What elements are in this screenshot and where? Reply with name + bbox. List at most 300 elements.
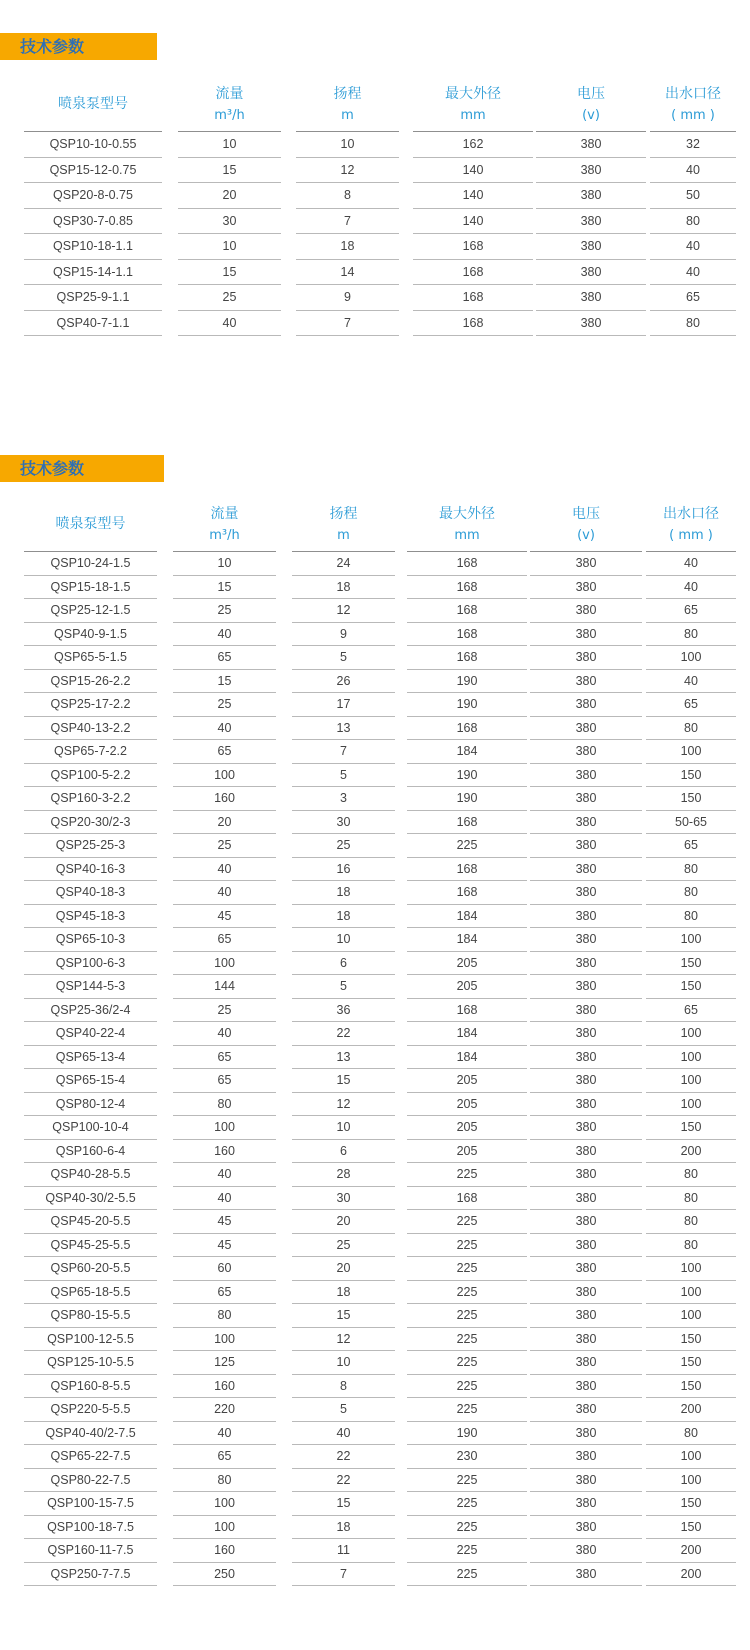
cell-head: 10 <box>292 1351 395 1375</box>
cell-flow: 25 <box>173 693 276 717</box>
table-row <box>0 1046 750 1070</box>
cell-flow: 40 <box>173 1187 276 1211</box>
cell-head: 22 <box>292 1469 395 1493</box>
table-row <box>0 1351 750 1375</box>
cell-voltage: 380 <box>530 599 642 623</box>
cell-model: QSP65-5-1.5 <box>24 646 157 670</box>
cell-voltage: 380 <box>530 1516 642 1540</box>
cell-max-diameter: 168 <box>407 717 527 741</box>
cell-flow: 15 <box>173 670 276 694</box>
cell-head: 25 <box>292 834 395 858</box>
cell-voltage: 380 <box>530 576 642 600</box>
column-header-label: 电压 <box>572 505 600 522</box>
cell-max-diameter: 190 <box>407 787 527 811</box>
cell-flow: 160 <box>173 1140 276 1164</box>
cell-max-diameter: 225 <box>407 1563 527 1587</box>
cell-flow: 40 <box>173 1022 276 1046</box>
column-header-head <box>296 78 399 132</box>
cell-model: QSP220-5-5.5 <box>24 1398 157 1422</box>
cell-max-diameter: 184 <box>407 1022 527 1046</box>
table-row <box>0 552 750 576</box>
table-row <box>0 183 750 209</box>
cell-outlet-diameter: 80 <box>646 881 736 905</box>
spec-table-2 <box>0 498 750 1586</box>
cell-voltage: 380 <box>530 1304 642 1328</box>
cell-head: 15 <box>292 1069 395 1093</box>
cell-max-diameter: 168 <box>407 811 527 835</box>
cell-voltage: 380 <box>530 811 642 835</box>
column-header-label: 出水口径 <box>665 85 721 102</box>
cell-head: 15 <box>292 1492 395 1516</box>
cell-outlet-diameter: 80 <box>646 1210 736 1234</box>
column-header-unit: ( mm ) <box>671 107 715 123</box>
table-row <box>0 623 750 647</box>
table-row <box>0 1563 750 1587</box>
cell-max-diameter: 225 <box>407 1328 527 1352</box>
cell-max-diameter: 205 <box>407 1140 527 1164</box>
cell-outlet-diameter: 40 <box>650 234 736 260</box>
cell-flow: 100 <box>173 1492 276 1516</box>
table-row <box>0 1140 750 1164</box>
cell-head: 18 <box>292 881 395 905</box>
cell-max-diameter: 190 <box>407 670 527 694</box>
cell-voltage: 380 <box>530 834 642 858</box>
cell-head: 7 <box>296 311 399 337</box>
cell-max-diameter: 168 <box>413 311 533 337</box>
cell-max-diameter: 205 <box>407 975 527 999</box>
cell-flow: 80 <box>173 1093 276 1117</box>
cell-outlet-diameter: 80 <box>650 209 736 235</box>
column-header-max-diameter <box>407 498 527 552</box>
cell-max-diameter: 140 <box>413 209 533 235</box>
cell-max-diameter: 225 <box>407 834 527 858</box>
cell-voltage: 380 <box>530 1375 642 1399</box>
cell-model: QSP65-7-2.2 <box>24 740 157 764</box>
cell-model: QSP65-10-3 <box>24 928 157 952</box>
cell-flow: 10 <box>178 132 281 158</box>
cell-head: 25 <box>292 1234 395 1258</box>
table-row <box>0 905 750 929</box>
cell-head: 13 <box>292 717 395 741</box>
cell-flow: 30 <box>178 209 281 235</box>
cell-max-diameter: 225 <box>407 1516 527 1540</box>
cell-model: QSP20-30/2-3 <box>24 811 157 835</box>
cell-outlet-diameter: 80 <box>646 717 736 741</box>
cell-head: 17 <box>292 693 395 717</box>
cell-outlet-diameter: 100 <box>646 1445 736 1469</box>
cell-model: QSP10-10-0.55 <box>24 132 162 158</box>
cell-outlet-diameter: 80 <box>646 1234 736 1258</box>
cell-max-diameter: 225 <box>407 1539 527 1563</box>
cell-model: QSP160-8-5.5 <box>24 1375 157 1399</box>
cell-model: QSP65-22-7.5 <box>24 1445 157 1469</box>
cell-model: QSP20-8-0.75 <box>24 183 162 209</box>
cell-flow: 45 <box>173 905 276 929</box>
table-row <box>0 740 750 764</box>
cell-head: 24 <box>292 552 395 576</box>
cell-model: QSP100-15-7.5 <box>24 1492 157 1516</box>
cell-max-diameter: 225 <box>407 1492 527 1516</box>
cell-flow: 40 <box>178 311 281 337</box>
cell-head: 12 <box>296 158 399 184</box>
cell-max-diameter: 168 <box>407 1187 527 1211</box>
cell-head: 30 <box>292 811 395 835</box>
table-row <box>0 693 750 717</box>
cell-head: 11 <box>292 1539 395 1563</box>
cell-voltage: 380 <box>536 234 646 260</box>
table-row <box>0 811 750 835</box>
table-row <box>0 787 750 811</box>
cell-head: 5 <box>292 975 395 999</box>
cell-head: 7 <box>296 209 399 235</box>
cell-voltage: 380 <box>530 999 642 1023</box>
cell-outlet-diameter: 50-65 <box>646 811 736 835</box>
cell-flow: 65 <box>173 1281 276 1305</box>
cell-outlet-diameter: 100 <box>646 1093 736 1117</box>
cell-voltage: 380 <box>530 1539 642 1563</box>
cell-flow: 65 <box>173 646 276 670</box>
cell-head: 12 <box>292 1328 395 1352</box>
cell-model: QSP100-12-5.5 <box>24 1328 157 1352</box>
cell-model: QSP30-7-0.85 <box>24 209 162 235</box>
cell-model: QSP25-36/2-4 <box>24 999 157 1023</box>
cell-max-diameter: 225 <box>407 1163 527 1187</box>
cell-outlet-diameter: 100 <box>646 646 736 670</box>
cell-flow: 40 <box>173 717 276 741</box>
column-header-label: 喷泉泵型号 <box>55 516 126 532</box>
cell-head: 6 <box>292 952 395 976</box>
table-row <box>0 1210 750 1234</box>
cell-outlet-diameter: 40 <box>650 260 736 286</box>
cell-voltage: 380 <box>530 1351 642 1375</box>
cell-model: QSP40-13-2.2 <box>24 717 157 741</box>
cell-outlet-diameter: 80 <box>646 1422 736 1446</box>
column-header-flow <box>178 78 281 132</box>
cell-outlet-diameter: 65 <box>646 999 736 1023</box>
cell-model: QSP45-18-3 <box>24 905 157 929</box>
cell-model: QSP40-28-5.5 <box>24 1163 157 1187</box>
cell-flow: 80 <box>173 1469 276 1493</box>
cell-head: 9 <box>292 623 395 647</box>
cell-outlet-diameter: 150 <box>646 1328 736 1352</box>
table-row <box>0 285 750 311</box>
column-header-unit: m³/h <box>209 527 240 543</box>
cell-model: QSP40-9-1.5 <box>24 623 157 647</box>
cell-outlet-diameter: 200 <box>646 1140 736 1164</box>
cell-outlet-diameter: 150 <box>646 1375 736 1399</box>
cell-model: QSP250-7-7.5 <box>24 1563 157 1587</box>
cell-max-diameter: 190 <box>407 693 527 717</box>
table-row <box>0 311 750 337</box>
cell-outlet-diameter: 150 <box>646 1351 736 1375</box>
cell-max-diameter: 205 <box>407 1093 527 1117</box>
table-row <box>0 1304 750 1328</box>
cell-outlet-diameter: 100 <box>646 740 736 764</box>
cell-flow: 65 <box>173 1069 276 1093</box>
cell-flow: 25 <box>173 834 276 858</box>
cell-outlet-diameter: 100 <box>646 928 736 952</box>
cell-model: QSP160-3-2.2 <box>24 787 157 811</box>
cell-flow: 20 <box>178 183 281 209</box>
cell-voltage: 380 <box>530 764 642 788</box>
cell-voltage: 380 <box>536 158 646 184</box>
cell-voltage: 380 <box>536 311 646 337</box>
cell-voltage: 380 <box>530 1398 642 1422</box>
cell-head: 18 <box>292 576 395 600</box>
cell-voltage: 380 <box>530 1281 642 1305</box>
table-row <box>0 1422 750 1446</box>
table-row <box>0 599 750 623</box>
table-row <box>0 1445 750 1469</box>
cell-outlet-diameter: 150 <box>646 975 736 999</box>
cell-outlet-diameter: 200 <box>646 1398 736 1422</box>
table-header-row <box>0 498 750 552</box>
column-header-voltage <box>530 498 642 552</box>
column-header-label: 喷泉泵型号 <box>58 96 128 112</box>
cell-model: QSP80-22-7.5 <box>24 1469 157 1493</box>
cell-head: 40 <box>292 1422 395 1446</box>
cell-voltage: 380 <box>530 670 642 694</box>
cell-outlet-diameter: 50 <box>650 183 736 209</box>
cell-voltage: 380 <box>530 1469 642 1493</box>
column-header-label: 流量 <box>210 505 239 522</box>
table-row <box>0 928 750 952</box>
cell-flow: 160 <box>173 1539 276 1563</box>
table-row <box>0 1234 750 1258</box>
cell-voltage: 380 <box>530 928 642 952</box>
cell-max-diameter: 225 <box>407 1234 527 1258</box>
cell-voltage: 380 <box>530 740 642 764</box>
cell-voltage: 380 <box>530 623 642 647</box>
cell-model: QSP15-14-1.1 <box>24 260 162 286</box>
cell-voltage: 380 <box>530 858 642 882</box>
cell-outlet-diameter: 100 <box>646 1304 736 1328</box>
cell-flow: 100 <box>173 1116 276 1140</box>
column-header-label: 最大外径 <box>445 85 501 102</box>
cell-voltage: 380 <box>530 1445 642 1469</box>
column-header-label: 流量 <box>215 85 244 102</box>
cell-max-diameter: 230 <box>407 1445 527 1469</box>
cell-flow: 220 <box>173 1398 276 1422</box>
cell-head: 30 <box>292 1187 395 1211</box>
table-row <box>0 158 750 184</box>
cell-model: QSP80-15-5.5 <box>24 1304 157 1328</box>
cell-voltage: 380 <box>530 952 642 976</box>
cell-max-diameter: 162 <box>413 132 533 158</box>
cell-model: QSP25-12-1.5 <box>24 599 157 623</box>
column-header-outlet-diameter <box>650 78 736 132</box>
column-header-max-diameter <box>413 78 533 132</box>
cell-flow: 65 <box>173 740 276 764</box>
cell-max-diameter: 184 <box>407 905 527 929</box>
cell-voltage: 380 <box>530 881 642 905</box>
cell-model: QSP10-24-1.5 <box>24 552 157 576</box>
cell-flow: 25 <box>173 599 276 623</box>
table-row <box>0 1469 750 1493</box>
cell-voltage: 380 <box>530 1422 642 1446</box>
cell-outlet-diameter: 150 <box>646 952 736 976</box>
cell-flow: 100 <box>173 764 276 788</box>
cell-flow: 40 <box>173 623 276 647</box>
table-header-row <box>0 78 750 132</box>
cell-max-diameter: 168 <box>413 260 533 286</box>
table-row <box>0 576 750 600</box>
cell-voltage: 380 <box>530 1257 642 1281</box>
cell-outlet-diameter: 80 <box>646 1163 736 1187</box>
cell-voltage: 380 <box>530 1234 642 1258</box>
cell-outlet-diameter: 80 <box>646 1187 736 1211</box>
cell-outlet-diameter: 40 <box>646 670 736 694</box>
cell-model: QSP40-30/2-5.5 <box>24 1187 157 1211</box>
cell-voltage: 380 <box>536 260 646 286</box>
table-row <box>0 975 750 999</box>
cell-max-diameter: 190 <box>407 1422 527 1446</box>
cell-flow: 160 <box>173 787 276 811</box>
cell-flow: 10 <box>178 234 281 260</box>
cell-flow: 40 <box>173 858 276 882</box>
cell-flow: 25 <box>178 285 281 311</box>
table-row <box>0 1163 750 1187</box>
cell-max-diameter: 168 <box>407 646 527 670</box>
table-row <box>0 209 750 235</box>
column-header-label: 扬程 <box>329 505 358 522</box>
cell-max-diameter: 168 <box>407 881 527 905</box>
cell-model: QSP25-17-2.2 <box>24 693 157 717</box>
cell-head: 18 <box>292 905 395 929</box>
cell-model: QSP144-5-3 <box>24 975 157 999</box>
cell-max-diameter: 190 <box>407 764 527 788</box>
cell-voltage: 380 <box>530 787 642 811</box>
column-header-unit: mm <box>460 107 486 123</box>
column-header-unit: mm <box>454 527 480 543</box>
cell-head: 36 <box>292 999 395 1023</box>
table-row <box>0 881 750 905</box>
cell-max-diameter: 184 <box>407 740 527 764</box>
cell-outlet-diameter: 40 <box>650 158 736 184</box>
cell-max-diameter: 168 <box>407 576 527 600</box>
cell-flow: 15 <box>178 260 281 286</box>
cell-head: 9 <box>296 285 399 311</box>
cell-model: QSP40-40/2-7.5 <box>24 1422 157 1446</box>
cell-head: 16 <box>292 858 395 882</box>
cell-model: QSP100-18-7.5 <box>24 1516 157 1540</box>
cell-voltage: 380 <box>530 975 642 999</box>
cell-voltage: 380 <box>530 1163 642 1187</box>
cell-model: QSP45-25-5.5 <box>24 1234 157 1258</box>
cell-outlet-diameter: 65 <box>650 285 736 311</box>
cell-outlet-diameter: 150 <box>646 787 736 811</box>
cell-outlet-diameter: 80 <box>646 905 736 929</box>
cell-flow: 100 <box>173 1516 276 1540</box>
cell-model: QSP15-26-2.2 <box>24 670 157 694</box>
table-row <box>0 1375 750 1399</box>
section-title-1: 技术参数 <box>0 33 157 60</box>
cell-model: QSP65-18-5.5 <box>24 1281 157 1305</box>
table-row <box>0 858 750 882</box>
table-row <box>0 260 750 286</box>
cell-max-diameter: 184 <box>407 928 527 952</box>
cell-voltage: 380 <box>530 693 642 717</box>
cell-head: 28 <box>292 1163 395 1187</box>
cell-head: 20 <box>292 1210 395 1234</box>
cell-voltage: 380 <box>530 1022 642 1046</box>
cell-outlet-diameter: 150 <box>646 1516 736 1540</box>
cell-head: 22 <box>292 1022 395 1046</box>
column-header-label: 最大外径 <box>439 505 495 522</box>
cell-head: 8 <box>292 1375 395 1399</box>
cell-outlet-diameter: 100 <box>646 1022 736 1046</box>
cell-flow: 10 <box>173 552 276 576</box>
cell-outlet-diameter: 100 <box>646 1469 736 1493</box>
cell-head: 5 <box>292 646 395 670</box>
cell-max-diameter: 205 <box>407 1116 527 1140</box>
cell-max-diameter: 140 <box>413 183 533 209</box>
cell-head: 18 <box>292 1516 395 1540</box>
cell-max-diameter: 205 <box>407 952 527 976</box>
table-row <box>0 1069 750 1093</box>
cell-max-diameter: 184 <box>407 1046 527 1070</box>
cell-head: 15 <box>292 1304 395 1328</box>
cell-head: 7 <box>292 740 395 764</box>
cell-head: 13 <box>292 1046 395 1070</box>
table-row <box>0 1398 750 1422</box>
table-row <box>0 834 750 858</box>
cell-flow: 100 <box>173 952 276 976</box>
cell-flow: 15 <box>178 158 281 184</box>
cell-model: QSP25-25-3 <box>24 834 157 858</box>
cell-flow: 65 <box>173 928 276 952</box>
column-header-voltage <box>536 78 646 132</box>
cell-model: QSP160-6-4 <box>24 1140 157 1164</box>
column-header-label: 电压 <box>577 85 605 102</box>
table-row <box>0 1492 750 1516</box>
cell-voltage: 380 <box>530 552 642 576</box>
cell-model: QSP40-16-3 <box>24 858 157 882</box>
table-row <box>0 952 750 976</box>
cell-flow: 250 <box>173 1563 276 1587</box>
cell-max-diameter: 225 <box>407 1469 527 1493</box>
cell-voltage: 380 <box>530 646 642 670</box>
cell-head: 18 <box>296 234 399 260</box>
cell-outlet-diameter: 100 <box>646 1069 736 1093</box>
cell-flow: 160 <box>173 1375 276 1399</box>
cell-max-diameter: 225 <box>407 1304 527 1328</box>
cell-flow: 100 <box>173 1328 276 1352</box>
cell-head: 26 <box>292 670 395 694</box>
cell-outlet-diameter: 65 <box>646 599 736 623</box>
cell-max-diameter: 168 <box>407 623 527 647</box>
cell-voltage: 380 <box>530 905 642 929</box>
column-header-model <box>24 498 157 552</box>
cell-model: QSP100-5-2.2 <box>24 764 157 788</box>
cell-flow: 25 <box>173 999 276 1023</box>
table-row <box>0 646 750 670</box>
cell-max-diameter: 205 <box>407 1069 527 1093</box>
cell-outlet-diameter: 65 <box>646 834 736 858</box>
column-header-unit: m <box>337 527 350 543</box>
cell-outlet-diameter: 150 <box>646 1492 736 1516</box>
table-row <box>0 670 750 694</box>
cell-model: QSP15-12-0.75 <box>24 158 162 184</box>
cell-model: QSP40-18-3 <box>24 881 157 905</box>
cell-voltage: 380 <box>530 1187 642 1211</box>
cell-outlet-diameter: 200 <box>646 1539 736 1563</box>
cell-flow: 125 <box>173 1351 276 1375</box>
column-header-label: 扬程 <box>333 85 362 102</box>
cell-head: 5 <box>292 1398 395 1422</box>
cell-max-diameter: 225 <box>407 1375 527 1399</box>
column-header-unit: (v) <box>582 107 600 123</box>
